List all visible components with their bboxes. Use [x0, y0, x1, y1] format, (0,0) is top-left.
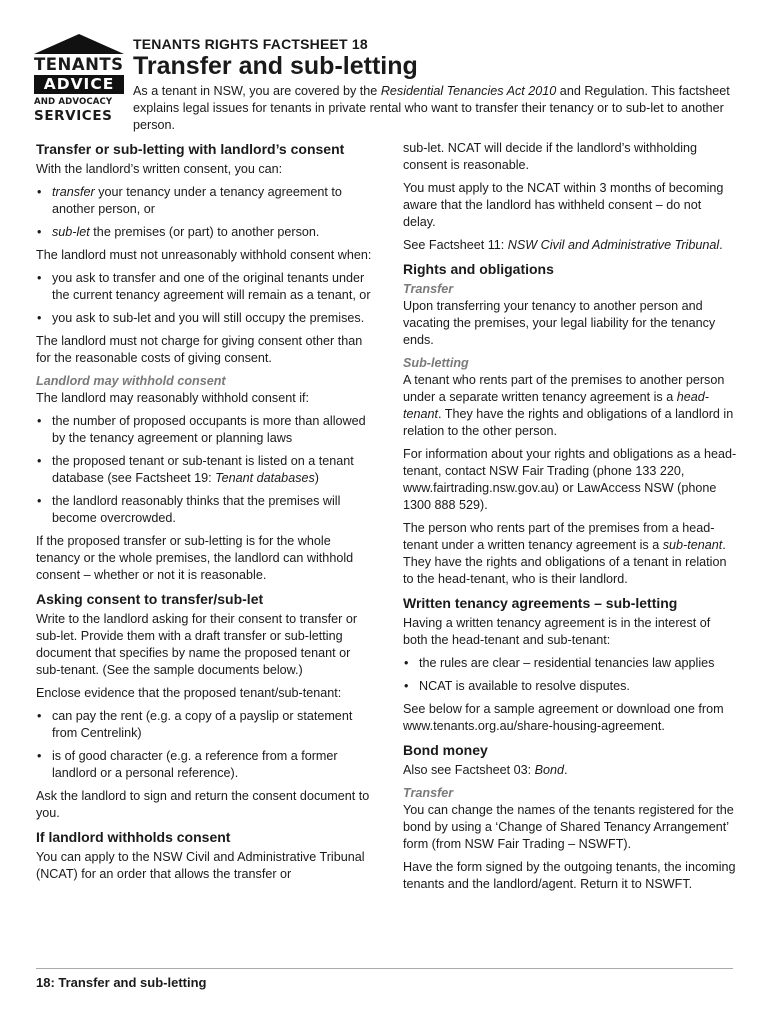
paragraph: The landlord must not charge for giving consent other than for the reasonable costs of giving consent. [36, 334, 363, 365]
intro-paragraph: As a tenant in NSW, you are covered by the Residential Tenancies Act 2010 and Regulation. This factsheet explains legal issues for tenants in private rental who want to transfer their tenancy or to sub-let to another person. [133, 84, 730, 132]
paragraph: Having a written tenancy agreement is in the interest of both the head-tenant and sub-tenant: [403, 616, 711, 647]
logo-line-tenants: TENANTS [34, 55, 124, 74]
paragraph: You can change the names of the tenants registered for the bond by using a ‘Change of Shared Tenancy Arrangement’ form (from NSW Fair Trading – NSWFT). [403, 803, 734, 851]
paragraph: If the proposed transfer or sub-letting is for the whole tenancy or the whole premises, the landlord can withhold consent – whether or not it is reasonable. [36, 534, 354, 582]
paragraph: The landlord may reasonably withhold consent if: [36, 391, 310, 405]
list-item: • you ask to transfer and one of the original tenants under the current tenancy agreement will remain as a tenant, or [36, 270, 372, 304]
paragraph: See Factsheet 11: NSW Civil and Administrative Tribunal. [403, 238, 723, 252]
bullet-list [36, 708, 372, 782]
paragraph: The person who rents part of the premises from a head-tenant under a written tenancy agreement is a sub-tenant. They have the rights and obligations of a tenant in relation to the head-tenant, who is their landlord. [403, 521, 727, 586]
heading-withholds: If landlord withholds consent [36, 829, 231, 845]
paragraph: Upon transferring your tenancy to another person and vacating the premises, your legal liability for the tenancy ends. [403, 299, 716, 347]
page-header [133, 36, 733, 134]
paragraph: sub-let. NCAT will decide if the landlord’s withholding consent is reasonable. [403, 141, 698, 172]
paragraph: Also see Factsheet 03: Bond. [403, 763, 568, 777]
paragraph: Enclose evidence that the proposed tenant/sub-tenant: [36, 686, 342, 700]
factsheet-kicker: TENANTS RIGHTS FACTSHEET 18 [133, 36, 368, 52]
paragraph: You can apply to the NSW Civil and Administrative Tribunal (NCAT) for an order that allows the transfer or [36, 850, 365, 881]
paragraph: Ask the landlord to sign and return the consent document to you. [36, 789, 370, 820]
logo-line-advocacy: AND ADVOCACY [34, 97, 113, 107]
logo-line-services: SERVICES [34, 108, 113, 124]
paragraph: Have the form signed by the outgoing tenants, the incoming tenants and the landlord/agent. Return it to NSWFT. [403, 860, 736, 891]
subheading-bond-transfer: Transfer [403, 786, 454, 800]
page-footer: 18: Transfer and sub-letting [36, 975, 207, 990]
subheading-subletting: Sub-letting [403, 356, 469, 370]
bullet-list [36, 184, 372, 241]
paragraph: With the landlord’s written consent, you can: [36, 162, 283, 176]
list-item: • the number of proposed occupants is more than allowed by the tenancy agreement or planning laws [36, 413, 372, 447]
tenants-advice-logo [34, 34, 124, 124]
list-item: • the proposed tenant or sub-tenant is listed on a tenant database (see Factsheet 19: Tenant databases) [36, 453, 372, 487]
subheading-may-withhold: Landlord may withhold consent [36, 374, 226, 388]
paragraph: A tenant who rents part of the premises to another person under a separate written tenancy agreement is a head-tenant. They have the rights and obligations of a landlord in relation to the other person. [403, 373, 734, 438]
bullet-list [36, 413, 372, 527]
paragraph: See below for a sample agreement or download one from www.tenants.org.au/share-housing-agreement. [403, 702, 724, 733]
page-title: Transfer and sub-letting [133, 52, 418, 80]
footer-divider [36, 968, 733, 969]
roof-icon [34, 34, 124, 54]
logo-line-advice: ADVICE [34, 75, 124, 94]
paragraph: Write to the landlord asking for their consent to transfer or sub-let. Provide them with a draft transfer or sub-letting document that specifies by name the proposed tenant or sub-tenant. (See the sample documents below.) [36, 612, 358, 677]
bullet-list [36, 270, 372, 327]
heading-rights: Rights and obligations [403, 261, 554, 277]
left-column [36, 140, 372, 889]
list-item: • is of good character (e.g. a reference from a former landlord or a personal reference). [36, 748, 372, 782]
heading-consent: Transfer or sub-letting with landlord’s consent [36, 141, 345, 157]
right-column [403, 140, 737, 899]
paragraph: You must apply to the NCAT within 3 months of becoming aware that the landlord has withheld consent – do not delay. [403, 181, 724, 229]
paragraph: The landlord must not unreasonably withhold consent when: [36, 248, 372, 262]
list-item: • the landlord reasonably thinks that the premises will become overcrowded. [36, 493, 372, 527]
list-item: • you ask to sub-let and you will still occupy the premises. [36, 310, 372, 327]
list-item: • transfer your tenancy under a tenancy agreement to another person, or [36, 184, 372, 218]
list-item: • can pay the rent (e.g. a copy of a payslip or statement from Centrelink) [36, 708, 372, 742]
heading-written-agreements: Written tenancy agreements – sub-letting [403, 595, 678, 611]
heading-bond: Bond money [403, 742, 488, 758]
list-item: • NCAT is available to resolve disputes. [403, 678, 737, 695]
bullet-list [403, 655, 737, 695]
list-item: • the rules are clear – residential tenancies law applies [403, 655, 737, 672]
subheading-transfer: Transfer [403, 282, 454, 296]
heading-asking: Asking consent to transfer/sub-let [36, 591, 264, 607]
list-item: • sub-let the premises (or part) to another person. [36, 224, 372, 241]
paragraph: For information about your rights and obligations as a head-tenant, contact NSW Fair Trading (phone 133 220, www.fairtrading.nsw.gov.au) or LawAccess NSW (phone 1300 888 529). [403, 447, 737, 512]
